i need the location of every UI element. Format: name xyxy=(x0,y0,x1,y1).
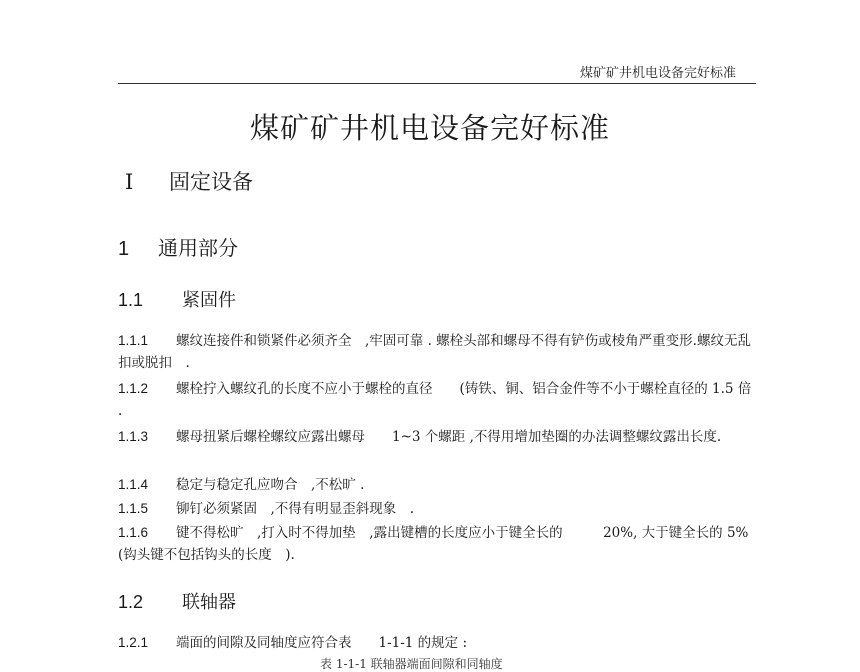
part-heading xyxy=(125,166,253,196)
clause-number: 1.2.1 xyxy=(118,635,149,650)
clause-text: 铆钉必须紧固 ,不得有明显歪斜现象 . xyxy=(176,501,415,517)
part-label: 固定设备 xyxy=(169,170,253,194)
clause-item xyxy=(118,498,758,520)
clause-text: 键不得松旷 ,打入时不得加垫 ,露出键槽的长度应小于键全长的 20%, 大于键全长的 5%(钩头键不包括钩头的长度 ). xyxy=(118,525,749,563)
section-label: 联轴器 xyxy=(182,592,236,613)
clause-item xyxy=(118,378,758,422)
chapter-label: 通用部分 xyxy=(158,236,238,260)
clause-item xyxy=(118,330,758,374)
chapter-heading xyxy=(118,232,238,261)
clause-number: 1.1.2 xyxy=(118,381,149,396)
clause-number: 1.1.3 xyxy=(118,429,149,444)
document-title: 煤矿矿井机电设备完好标准 xyxy=(249,111,610,145)
clause-number: 1.1.6 xyxy=(118,525,149,540)
clause-item xyxy=(118,426,758,448)
part-number: I xyxy=(125,170,134,194)
clause-item xyxy=(118,522,758,566)
clause-item xyxy=(118,632,758,654)
clause-text: 螺母扭紧后螺栓螺纹应露出螺母 1~3 个螺距 ,不得用增加垫圈的办法调整螺纹露出长度. xyxy=(176,429,722,445)
table-caption: 表 1-1-1 联轴器端面间隙和同轴度 xyxy=(320,657,503,671)
header-rule xyxy=(118,83,756,84)
running-header: 煤矿矿井机电设备完好标准 xyxy=(579,66,736,81)
clause-text: 螺栓拧入螺纹孔的长度不应小于螺栓的直径 (铸铁、铜、铝合金件等不小于螺栓直径的 1.5 倍 . xyxy=(118,381,752,419)
clause-number: 1.1.4 xyxy=(118,477,149,492)
section-number: 1.2 xyxy=(118,592,144,612)
section-label: 紧固件 xyxy=(182,290,236,311)
clause-number: 1.1.5 xyxy=(118,501,149,516)
clause-text: 端面的间隙及同轴度应符合表 1-1-1 的规定 : xyxy=(176,635,468,651)
chapter-number: 1 xyxy=(118,238,130,260)
clause-text: 螺纹连接件和锁紧件必须齐全 ,牢固可靠 . 螺栓头部和螺母不得有铲伤或棱角严重变形.螺纹无乱扣或脱扣 . xyxy=(118,333,751,371)
section-heading xyxy=(118,286,236,312)
clause-number: 1.1.1 xyxy=(118,333,149,348)
section-heading xyxy=(118,588,236,614)
section-number: 1.1 xyxy=(118,290,144,310)
clause-item xyxy=(118,474,758,496)
clause-text: 稳定与稳定孔应吻合 ,不松旷 . xyxy=(176,477,365,493)
